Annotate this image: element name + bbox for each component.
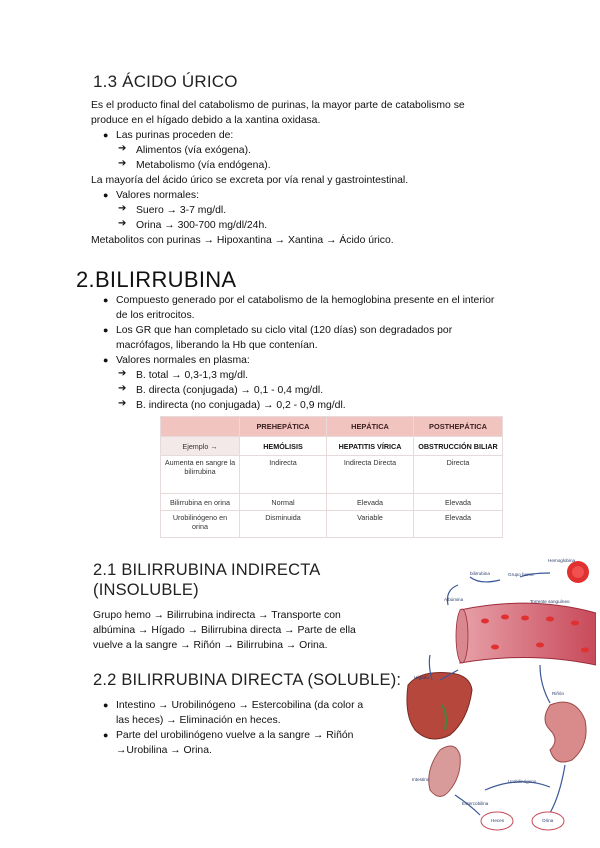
arrow-to-kidney	[540, 665, 550, 703]
list-item: Las purinas proceden de:	[116, 130, 234, 141]
list-item: Compuesto generado por el catabolismo de la hemoglobina presente en el interior	[116, 295, 495, 306]
arrow-bullet-icon: ➔	[118, 383, 127, 394]
diagram-label: Torrente sanguíneo	[530, 599, 570, 604]
arrow-albumina	[447, 585, 458, 605]
arrow-bullet-icon: ➔	[118, 143, 127, 154]
table-cell: Disminuida	[240, 511, 327, 538]
section-title-acido-urico: 1.3 ÁCIDO ÚRICO	[93, 72, 238, 91]
table-header: PREHEPÁTICA	[240, 417, 327, 437]
sub-list-item: B. directa (conjugada) → 0,1 - 0,4 mg/dl.	[136, 385, 324, 396]
table-cell: Directa	[414, 456, 503, 494]
paragraph-line: Grupo hemo → Bilirrubina indirecta → Transporte con	[93, 610, 341, 621]
arrow-bullet-icon: ➔	[118, 368, 127, 379]
rbc-center	[572, 566, 584, 578]
bullet-icon: ●	[103, 355, 109, 365]
diagram-label: Riñón	[552, 691, 565, 696]
paragraph-line: La mayoría del ácido úrico se excreta por vía renal y gastrointestinal.	[91, 175, 409, 186]
paragraph-line: Metabolitos con purinas → Hipoxantina → Xantina → Ácido úrico.	[91, 235, 394, 246]
table-row	[161, 511, 503, 538]
table-cell: Indirecta Directa	[327, 456, 414, 494]
sub-list-item: B. total → 0,3-1,3 mg/dl.	[136, 370, 249, 381]
table-cell: Urobilinógeno en orina	[161, 511, 240, 538]
diagram-label: Heces	[491, 818, 505, 823]
sub-list-item: Orina → 300-700 mg/dl/24h.	[136, 220, 268, 231]
arrow-orina	[550, 765, 565, 813]
table-row	[161, 494, 503, 511]
list-item: Intestino → Urobilinógeno → Estercobilina (da color a	[116, 700, 364, 711]
bilirrubina-table	[160, 416, 503, 538]
table-cell: Elevada	[327, 494, 414, 511]
blood-vessel	[460, 603, 596, 665]
table-cell: Aumenta en sangre la bilirrubina	[161, 456, 240, 494]
bullet-icon: ●	[103, 190, 109, 200]
diagram-label: Intestino	[412, 777, 430, 782]
intestine-icon	[429, 746, 461, 797]
arrow-bullet-icon: ➔	[118, 158, 127, 169]
arrow-bili	[470, 577, 500, 582]
arrow-bullet-icon: ➔	[118, 398, 127, 409]
table-cell: HEMÓLISIS	[240, 437, 327, 456]
section-title-bilirrubina-indirecta	[93, 560, 321, 600]
title-line: 2.1 BILIRRUBINA INDIRECTA	[93, 561, 321, 579]
section-title-bilirrubina-directa: 2.2 BILIRRUBINA DIRECTA (SOLUBLE):	[93, 671, 402, 689]
paragraph-line: produce en el hígado debido a la xantina oxidasa.	[91, 115, 321, 126]
list-item: Valores normales:	[116, 190, 199, 201]
table-cell: Normal	[240, 494, 327, 511]
list-item: Parte del urobilinógeno vuelve a la sangre → Riñón	[116, 730, 354, 741]
bullet-icon: ●	[103, 700, 109, 710]
list-item-cont: →Urobilina → Orina.	[116, 745, 212, 756]
table-cell: Elevada	[414, 511, 503, 538]
table-cell: OBSTRUCCIÓN BILIAR	[414, 437, 503, 456]
sub-list-item: Alimentos (vía exógena).	[136, 145, 251, 156]
kidney-icon	[545, 702, 586, 762]
sub-list-item: Metabolismo (vía endógena).	[136, 160, 271, 171]
table-cell: Elevada	[414, 494, 503, 511]
list-item-cont: macrófagos, liberando la Hb que contenían.	[116, 340, 318, 351]
title-line: (INSOLUBLE)	[93, 581, 199, 599]
diagram-label: Albúmina	[444, 597, 464, 602]
diagram-label: Hemoglobina	[548, 558, 576, 563]
diagram-label: Estercobilina	[462, 801, 489, 806]
bullet-icon: ●	[103, 325, 109, 335]
paragraph-line: albúmina → Hígado → Bilirrubina directa → Parte de ella	[93, 625, 356, 636]
liver-icon	[407, 673, 472, 740]
table-row	[161, 456, 503, 494]
diagram-svg	[400, 555, 596, 840]
table-header: POSTHEPÁTICA	[414, 417, 503, 437]
list-item: Los GR que han completado su ciclo vital (120 días) son degradados por	[116, 325, 453, 336]
bullet-icon: ●	[103, 130, 109, 140]
table-cell: Ejemplo →	[161, 437, 240, 456]
arrow-bullet-icon: ➔	[118, 218, 127, 229]
bullet-icon: ●	[103, 730, 109, 740]
table-row	[161, 437, 503, 456]
bullet-icon: ●	[103, 295, 109, 305]
diagram-label: Hígado	[414, 675, 429, 680]
section-title-bilirrubina: 2.BILIRRUBINA	[76, 267, 237, 292]
sub-list-item: Suero → 3-7 mg/dl.	[136, 205, 227, 216]
list-item: Valores normales en plasma:	[116, 355, 250, 366]
diagram-label: Orina	[542, 818, 554, 823]
paragraph-line: Es el producto final del catabolismo de purinas, la mayor parte de catabolismo se	[91, 100, 465, 111]
list-item-cont: de los eritrocitos.	[116, 310, 195, 321]
table-cell: Variable	[327, 511, 414, 538]
diagram-label: Urobilinógeno	[508, 779, 537, 784]
table-header: HEPÁTICA	[327, 417, 414, 437]
diagram-label: bilirrubina	[470, 571, 490, 576]
table-cell: HEPATITIS VÍRICA	[327, 437, 414, 456]
bilirrubina-metabolism-diagram	[400, 555, 596, 840]
sub-list-item: B. indirecta (no conjugada) → 0,2 - 0,9 mg/dl.	[136, 400, 346, 411]
paragraph-line: vuelve a la sangre → Riñón → Bilirrubina → Orina.	[93, 640, 328, 651]
table-cell: Indirecta	[240, 456, 327, 494]
table-header	[161, 417, 240, 437]
vessel-opening	[456, 609, 468, 663]
table-cell: Bilirrubina en orina	[161, 494, 240, 511]
diagram-label: Grupo hemo	[508, 572, 534, 577]
arrow-bullet-icon: ➔	[118, 203, 127, 214]
list-item-cont: las heces) → Eliminación en heces.	[116, 715, 281, 726]
